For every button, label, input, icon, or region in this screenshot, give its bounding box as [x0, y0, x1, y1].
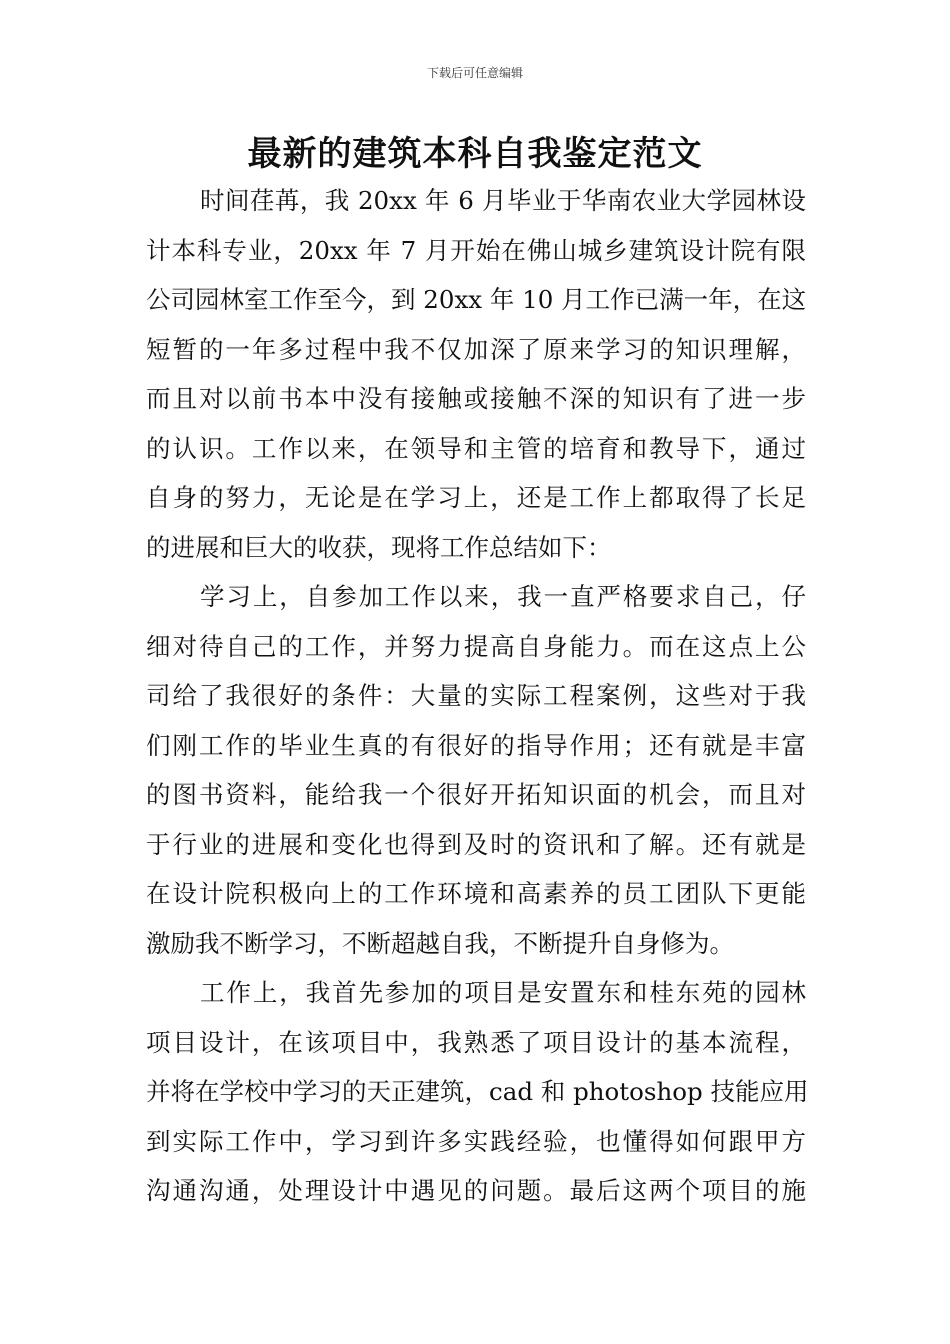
body-line: 司给了我很好的条件：大量的实际工程案例，这些对于我 — [146, 681, 806, 710]
body-line: 计本科专业，20xx 年 7 月开始在佛山城乡建筑设计院有限 — [146, 235, 806, 265]
body-line: 短暂的一年多过程中我不仅加深了原来学习的知识理解， — [146, 334, 806, 364]
body-line: 项目设计，在该项目中，我熟悉了项目设计的基本流程， — [146, 1027, 806, 1057]
body-line: 们刚工作的毕业生真的有很好的指导作用；还有就是丰富 — [146, 730, 806, 760]
body-line: 学习上，自参加工作以来，我一直严格要求自己，仔 — [200, 582, 806, 611]
body-line: 激励我不断学习，不断超越自我，不断提升自身修为。 — [146, 928, 734, 958]
document-title: 最新的建筑本科自我鉴定范文 — [247, 134, 703, 174]
document-body — [146, 176, 809, 1216]
body-line: 公司园林室工作至今，到 20xx 年 10 月工作已满一年，在这 — [146, 285, 807, 314]
body-line: 细对待自己的工作，并努力提高自身能力。而在这点上公 — [146, 631, 806, 661]
body-line: 自身的努力，无论是在学习上，还是工作上都取得了长足 — [146, 483, 806, 512]
body-line: 到实际工作中，学习到许多实践经验，也懂得如何跟甲方 — [146, 1126, 806, 1156]
header-note: 下载后可任意编辑 — [426, 66, 523, 80]
body-line: 而且对以前书本中没有接触或接触不深的知识有了进一步 — [146, 384, 806, 413]
body-line: 并将在学校中学习的天正建筑，cad 和 photoshop 技能应用 — [146, 1077, 809, 1106]
body-line: 于行业的进展和变化也得到及时的资讯和了解。还有就是 — [146, 829, 806, 859]
body-line: 时间荏苒，我 20xx 年 6 月毕业于华南农业大学园林设 — [200, 186, 806, 215]
body-line: 的进展和巨大的收获，现将工作总结如下： — [146, 532, 612, 562]
body-line: 的图书资料，能给我一个很好开拓知识面的机会，而且对 — [146, 780, 806, 809]
body-line: 工作上，我首先参加的项目是安置东和桂东苑的园林 — [200, 978, 806, 1007]
body-line: 在设计院积极向上的工作环境和高素养的员工团队下更能 — [146, 879, 806, 908]
body-line: 沟通沟通，处理设计中遇见的问题。最后这两个项目的施 — [146, 1176, 806, 1205]
body-line: 的认识。工作以来，在领导和主管的培育和教导下，通过 — [146, 433, 806, 463]
